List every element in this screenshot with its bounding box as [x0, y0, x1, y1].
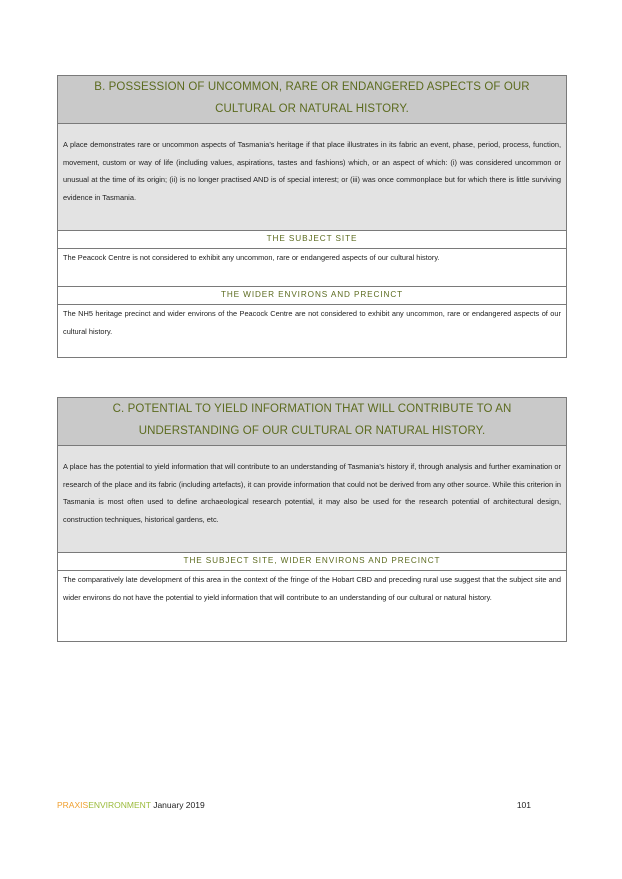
criterion-c-site-environs-heading: THE SUBJECT SITE, WIDER ENVIRONS AND PRECINCT [58, 553, 566, 571]
criterion-b-table [57, 75, 567, 358]
criterion-c-site-environs-text: The comparatively late development of this area in the context of the fringe of the Hobart CBD and preceding rural use suggest that the subject site and wider environs do not have the potential to yield information that will contribute to an understanding of our cultural or natural history. [63, 575, 561, 602]
criterion-c-title: C. POTENTIAL TO YIELD INFORMATION THAT WILL CONTRIBUTE TO AN UNDERSTANDING OF OUR CULTURAL OR NATURAL HISTORY. [58, 398, 566, 446]
footer-date: January 2019 [150, 800, 205, 810]
criterion-c-table [57, 397, 567, 642]
brand-name-praxis: PRAXIS [57, 800, 89, 810]
criterion-b-title: B. POSSESSION OF UNCOMMON, RARE OR ENDANGERED ASPECTS OF OUR CULTURAL OR NATURAL HISTORY. [58, 76, 566, 124]
criterion-c-description: A place has the potential to yield information that will contribute to an understanding of Tasmania’s history if, through analysis and further examination or research of the place and its fabric (including artefacts), it can provide information that could not be derived from any other source. While this criterion in Tasmania is most often used to define archaeological research potential, it may also be used for the research potential of architectural design, construction techniques, historical gardens, etc. [58, 446, 566, 553]
criterion-b-subject-site-text: The Peacock Centre is not considered to exhibit any uncommon, rare or endangered aspects of our cultural history. [58, 249, 566, 287]
criterion-b-environs-text: The NH5 heritage precinct and wider environs of the Peacock Centre are not considered to exhibit any uncommon, rare or endangered aspects of our cultural history. [63, 309, 561, 336]
criterion-b-environs-heading: THE WIDER ENVIRONS AND PRECINCT [58, 287, 566, 305]
brand-name-environment: ENVIRONMENT [88, 800, 151, 810]
page-footer [57, 799, 531, 811]
page-number: 101 [516, 800, 531, 810]
criterion-b-subject-site-heading: THE SUBJECT SITE [58, 231, 566, 249]
criterion-b-description: A place demonstrates rare or uncommon aspects of Tasmania’s heritage if that place illustrates in its fabric an event, phase, period, process, function, movement, custom or way of life (including values, aspirations, tastes and fashions) which, or an aspect of which: (i) was considered uncommon or unusual at the time of its origin; (ii) is no longer practised AND is of special interest; or (iii) was once commonplace but for which there is little surviving evidence in Tasmania. [58, 124, 566, 231]
